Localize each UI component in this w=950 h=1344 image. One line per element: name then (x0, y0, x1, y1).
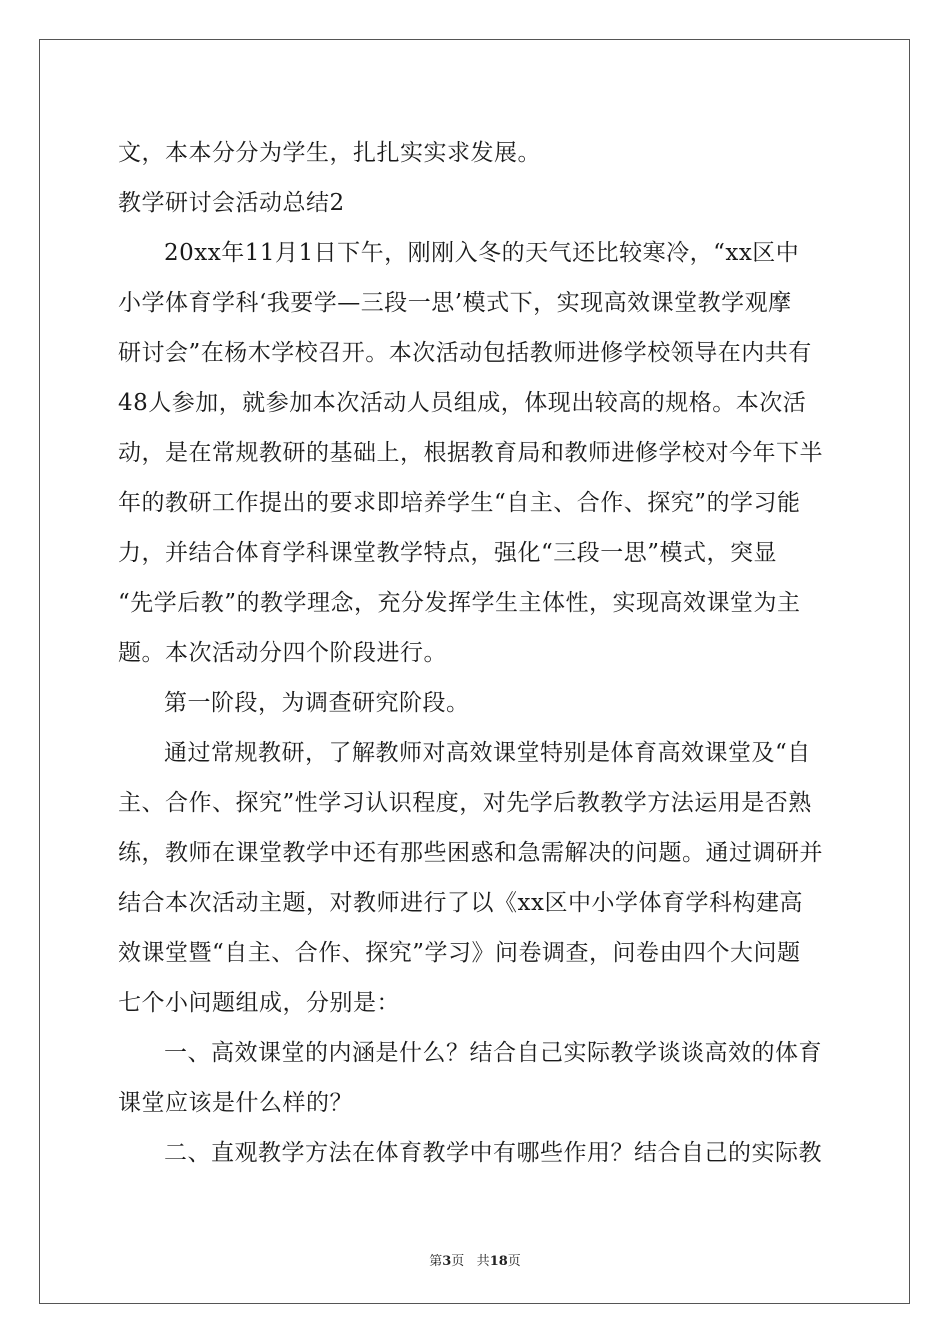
footer-total-suffix: 页 (507, 1254, 521, 1269)
text-line: 七个小问题组成，分别是： (118, 990, 400, 1016)
text-line: 年的教研工作提出的要求即培养学生“自主、合作、探究”的学习能 (118, 490, 801, 516)
document-body (118, 128, 836, 1178)
text-line: 第一阶段，为调查研究阶段。 (164, 690, 470, 716)
text-line: 力，并结合体育学科课堂教学特点，强化“三段一思”模式，突显 (118, 540, 778, 566)
footer-page-suffix: 页 (451, 1254, 465, 1269)
text-line: 练，教师在课堂教学中还有那些困惑和急需解决的问题。通过调研并 (118, 840, 823, 866)
text-line: 二、直观教学方法在体育教学中有哪些作用？结合自己的实际教 (164, 1140, 822, 1166)
text-line: 通过常规教研，了解教师对高效课堂特别是体育高效课堂及“自 (164, 740, 811, 766)
text-line: “先学后教”的教学理念，充分发挥学生主体性，实现高效课堂为主 (118, 590, 801, 616)
text-line: 48人参加，就参加本次活动人员组成，体现出较高的规格。本次活 (118, 390, 807, 416)
text-line: 小学体育学科‘我要学—三段一思’模式下，实现高效课堂教学观摩 (118, 290, 792, 316)
page-number: 3 (442, 1254, 452, 1269)
text-line: 结合本次活动主题，对教师进行了以《xx区中小学体育学科构建高 (118, 890, 803, 916)
text-line: 主、合作、探究”性学习认识程度，对先学后教教学方法运用是否熟 (118, 790, 812, 816)
text-line: 动，是在常规教研的基础上，根据教育局和教师进修学校对今年下半 (118, 440, 823, 466)
text-line: 文，本本分分为学生，扎扎实实求发展。 (118, 140, 541, 166)
text-line: 课堂应该是什么样的？ (118, 1090, 353, 1116)
total-pages: 18 (489, 1254, 508, 1269)
footer-prefix: 第 (429, 1254, 443, 1269)
text-line: 研讨会”在杨木学校召开。本次活动包括教师进修学校领导在内共有 (118, 340, 812, 366)
text-line: 效课堂暨“自主、合作、探究”学习》问卷调查，问卷由四个大问题 (118, 940, 801, 966)
text-line: 题。本次活动分四个阶段进行。 (118, 640, 447, 666)
page-footer (0, 1250, 950, 1269)
text-line: 20xx年11月1日下午，刚刚入冬的天气还比较寒冷，“xx区中 (164, 240, 800, 266)
text-line: 一、高效课堂的内涵是什么？结合自己实际教学谈谈高效的体育 (164, 1040, 822, 1066)
footer-total-prefix: 共 (476, 1254, 490, 1269)
text-line: 教学研讨会活动总结2 (118, 190, 345, 216)
